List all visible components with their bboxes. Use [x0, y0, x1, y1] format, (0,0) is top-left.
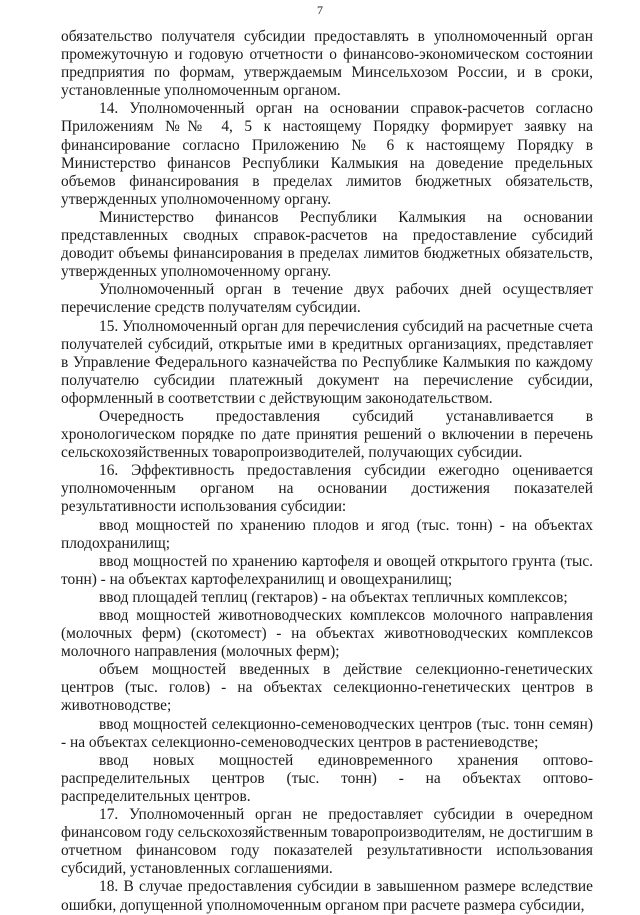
- page-number: 7: [317, 3, 323, 17]
- paragraph-17-no-subsidy: 17. Уполномоченный орган не предоставляет субсидии в очередном финансовом году сельскохозяйственным товаропроизводителям, не достигшим в отчетном финансовом году показателей результативности использования субсидий, установленных соглашениями.: [61, 806, 593, 878]
- indicator-seed-breeding-centers: ввод мощностей селекционно-семеноводческих центров (тыс. тонн семян) - на объектах селекционно-семеноводческих центров в растениеводстве;: [61, 715, 593, 751]
- indicator-breeding-genetic-centers: объем мощностей введенных в действие селекционно-генетических центров (тыс. голов) - на объектах селекционно-генетических центров в животноводстве;: [61, 661, 593, 715]
- indicator-greenhouses: ввод площадей теплиц (гектаров) - на объектах тепличных комплексов;: [99, 588, 568, 606]
- paragraph-15-payment-document: 15. Уполномоченный орган для перечисления субсидий на расчетные счета получателей субсидий, открытые ими в кредитных организациях, представляет в Управление Федерального казначейства по Республике Калмыкия по каждому получателю субсидии платежный документ на перечисление субсидии, оформленный в соответствии с действующим законодательством.: [61, 317, 593, 407]
- paragraph-order-of-provision: Очередность предоставления субсидий устанавливается в хронологическом порядке по дате принятия решений о включении в перечень сельскохозяйственных товаропроизводителей, получающих субсидии.: [61, 407, 593, 462]
- paragraph-14-funding-request: 14. Уполномоченный орган на основании справок-расчетов согласно Приложениям №№ 4, 5 к настоящему Порядку формирует заявку на финансирование согласно Приложению № 6 к настоящему Порядку в Министерство финансов Республики Калмыкия на доведение предельных объемов финансирования в пределах лимитов бюджетных обязательств, утвержденных уполномоченному органу.: [61, 100, 593, 208]
- document-body: [61, 28, 593, 915]
- paragraph-ministry-funding: Министерство финансов Республики Калмыкия на основании представленных сводных справок-расчетов на предоставление субсидий доводит объемы финансирования в пределах лимитов бюджетных обязательств, утвержденных уполномоченному органу.: [61, 208, 593, 281]
- indicator-wholesale-distribution-centers: ввод новых мощностей единовременного хранения оптово-распределительных центров (тыс. тонн) - на объектах оптово-распределительных центров.: [61, 751, 593, 805]
- paragraph-transfer-funds: Уполномоченный орган в течение двух рабочих дней осуществляет перечисление средств получателям субсидии.: [61, 281, 593, 317]
- indicator-fruit-storage: ввод мощностей по хранению плодов и ягод (тыс. тонн) - на объектах плодохранилищ;: [61, 516, 593, 552]
- indicator-potato-vegetable-storage: ввод мощностей по хранению картофеля и овощей открытого грунта (тыс. тонн) - на объектах картофелехранилищ и овощехранилищ;: [61, 552, 593, 588]
- paragraph-16-efficiency: 16. Эффективность предоставления субсидии ежегодно оценивается уполномоченным органом на основании достижения показателей результативности использования субсидии:: [61, 462, 593, 516]
- paragraph-18-excess-subsidy: 18. В случае предоставления субсидии в завышенном размере вследствие ошибки, допущенной уполномоченным органом при расчете размера субсидии,: [61, 878, 593, 914]
- paragraph-reporting-obligation: обязательство получателя субсидии предоставлять в уполномоченный орган промежуточную и годовую отчетности о финансово-экономическом состоянии предприятия по формам, утверждаемым Минсельхозом России, и в сроки, установленные уполномоченным органом.: [61, 28, 593, 100]
- indicator-dairy-complexes: ввод мощностей животноводческих комплексов молочного направления (молочных ферм) (скотомест) - на объектах животноводческих комплексов молочного направления (молочных ферм);: [61, 607, 593, 661]
